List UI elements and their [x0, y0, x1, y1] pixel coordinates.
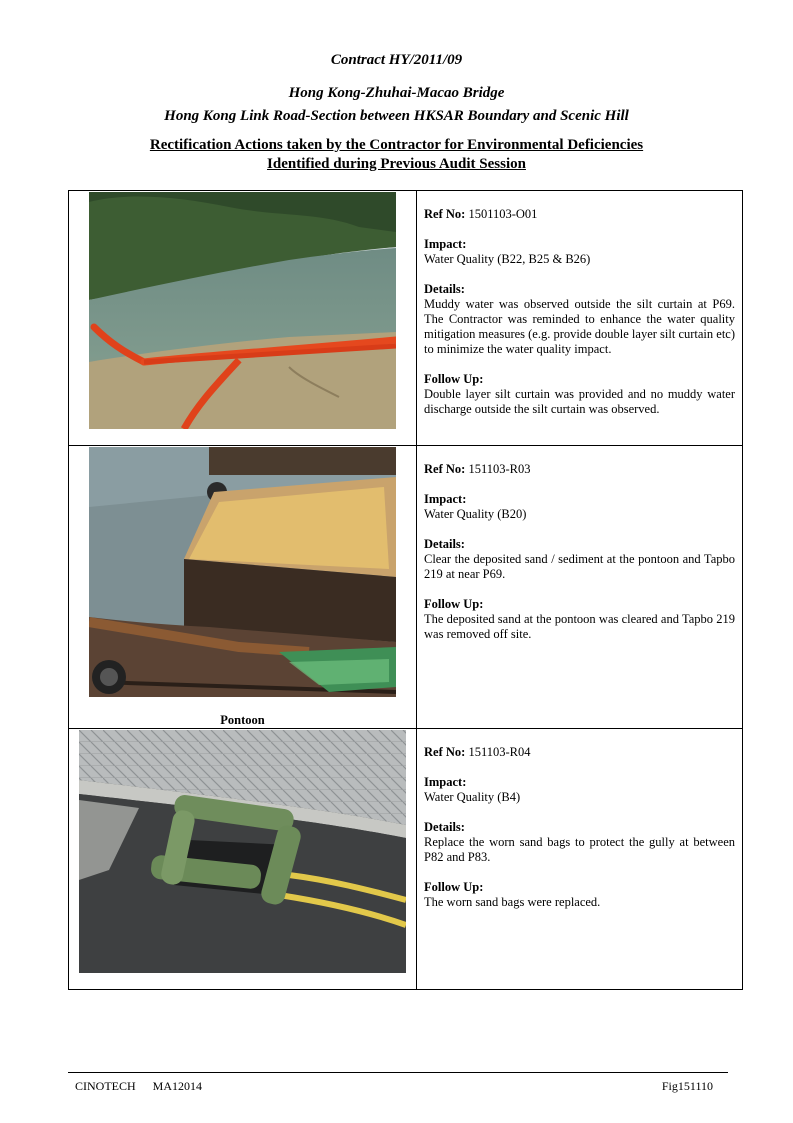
photo-cell [69, 446, 417, 729]
ref-value: 1501103-O01 [468, 207, 538, 221]
sandbag-gully-photo [79, 730, 406, 973]
table-row [69, 191, 743, 446]
ref-value: 151103-R03 [468, 462, 531, 476]
table-row [69, 729, 743, 990]
follow-up-label: Follow Up: [424, 880, 484, 894]
ref-number [424, 745, 735, 760]
details-cell [417, 729, 743, 990]
report-number: MA12014 [152, 1079, 203, 1093]
impact-label: Impact: [424, 237, 467, 251]
details-value: Muddy water was observed outside the silt curtain at P69. The Contractor was reminded to enhance the water quality mitigation measures (e.g. provide double layer silt curtain etc) to minimize the water quality impact. [424, 297, 736, 356]
photo-caption: Pontoon [220, 713, 265, 727]
company-name: CINOTECH [75, 1079, 136, 1093]
follow-up-value: The deposited sand at the pontoon was cleared and Tapbo 219 was removed off site. [424, 612, 735, 641]
ref-label: Ref No: [424, 745, 466, 759]
follow-up-label: Follow Up: [424, 597, 484, 611]
silt-curtain-photo [89, 192, 396, 429]
details-cell [417, 446, 743, 729]
impact-value: Water Quality (B22, B25 & B26) [424, 252, 591, 266]
ref-label: Ref No: [424, 207, 466, 221]
deficiency-table [68, 190, 743, 990]
details-label: Details: [424, 537, 465, 551]
follow-up-block [424, 372, 735, 417]
ref-number [424, 462, 735, 477]
ref-number [424, 207, 735, 222]
pontoon-photo [89, 447, 396, 697]
footer-divider [68, 1072, 728, 1073]
contract-number: Contract HY/2011/09 [330, 52, 463, 68]
details-block [424, 537, 735, 582]
table-row [69, 446, 743, 729]
details-cell [417, 191, 743, 446]
details-label: Details: [424, 820, 465, 834]
follow-up-label: Follow Up: [424, 372, 484, 386]
impact-value: Water Quality (B4) [424, 790, 521, 804]
page-title-line-2: Identified during Previous Audit Session [267, 156, 526, 172]
footer-left [75, 1079, 216, 1094]
impact-block [424, 237, 735, 267]
page-title-line-1: Rectification Actions taken by the Contractor for Environmental Deficiencies [149, 137, 644, 153]
photo-cell [69, 729, 417, 990]
details-block [424, 820, 735, 865]
impact-label: Impact: [424, 492, 467, 506]
section-name: Hong Kong Link Road-Section between HKSAR Boundary and Scenic Hill [164, 108, 629, 124]
follow-up-block [424, 880, 735, 910]
follow-up-block [424, 597, 735, 642]
details-value: Clear the deposited sand / sediment at the pontoon and Tapbo 219 at near P69. [424, 552, 735, 581]
impact-block [424, 492, 735, 522]
follow-up-value: Double layer silt curtain was provided and no muddy water discharge outside the silt curtain was observed. [424, 387, 735, 416]
project-name: Hong Kong-Zhuhai-Macao Bridge [288, 85, 505, 101]
impact-value: Water Quality (B20) [424, 507, 527, 521]
details-block [424, 282, 735, 357]
photo-cell [69, 191, 417, 446]
details-value: Replace the worn sand bags to protect the gully at between P82 and P83. [424, 835, 735, 864]
figure-number: Fig151110 [661, 1079, 713, 1093]
impact-label: Impact: [424, 775, 467, 789]
ref-value: 151103-R04 [468, 745, 531, 759]
follow-up-value: The worn sand bags were replaced. [424, 895, 601, 909]
details-label: Details: [424, 282, 465, 296]
ref-label: Ref No: [424, 462, 466, 476]
impact-block [424, 775, 735, 805]
